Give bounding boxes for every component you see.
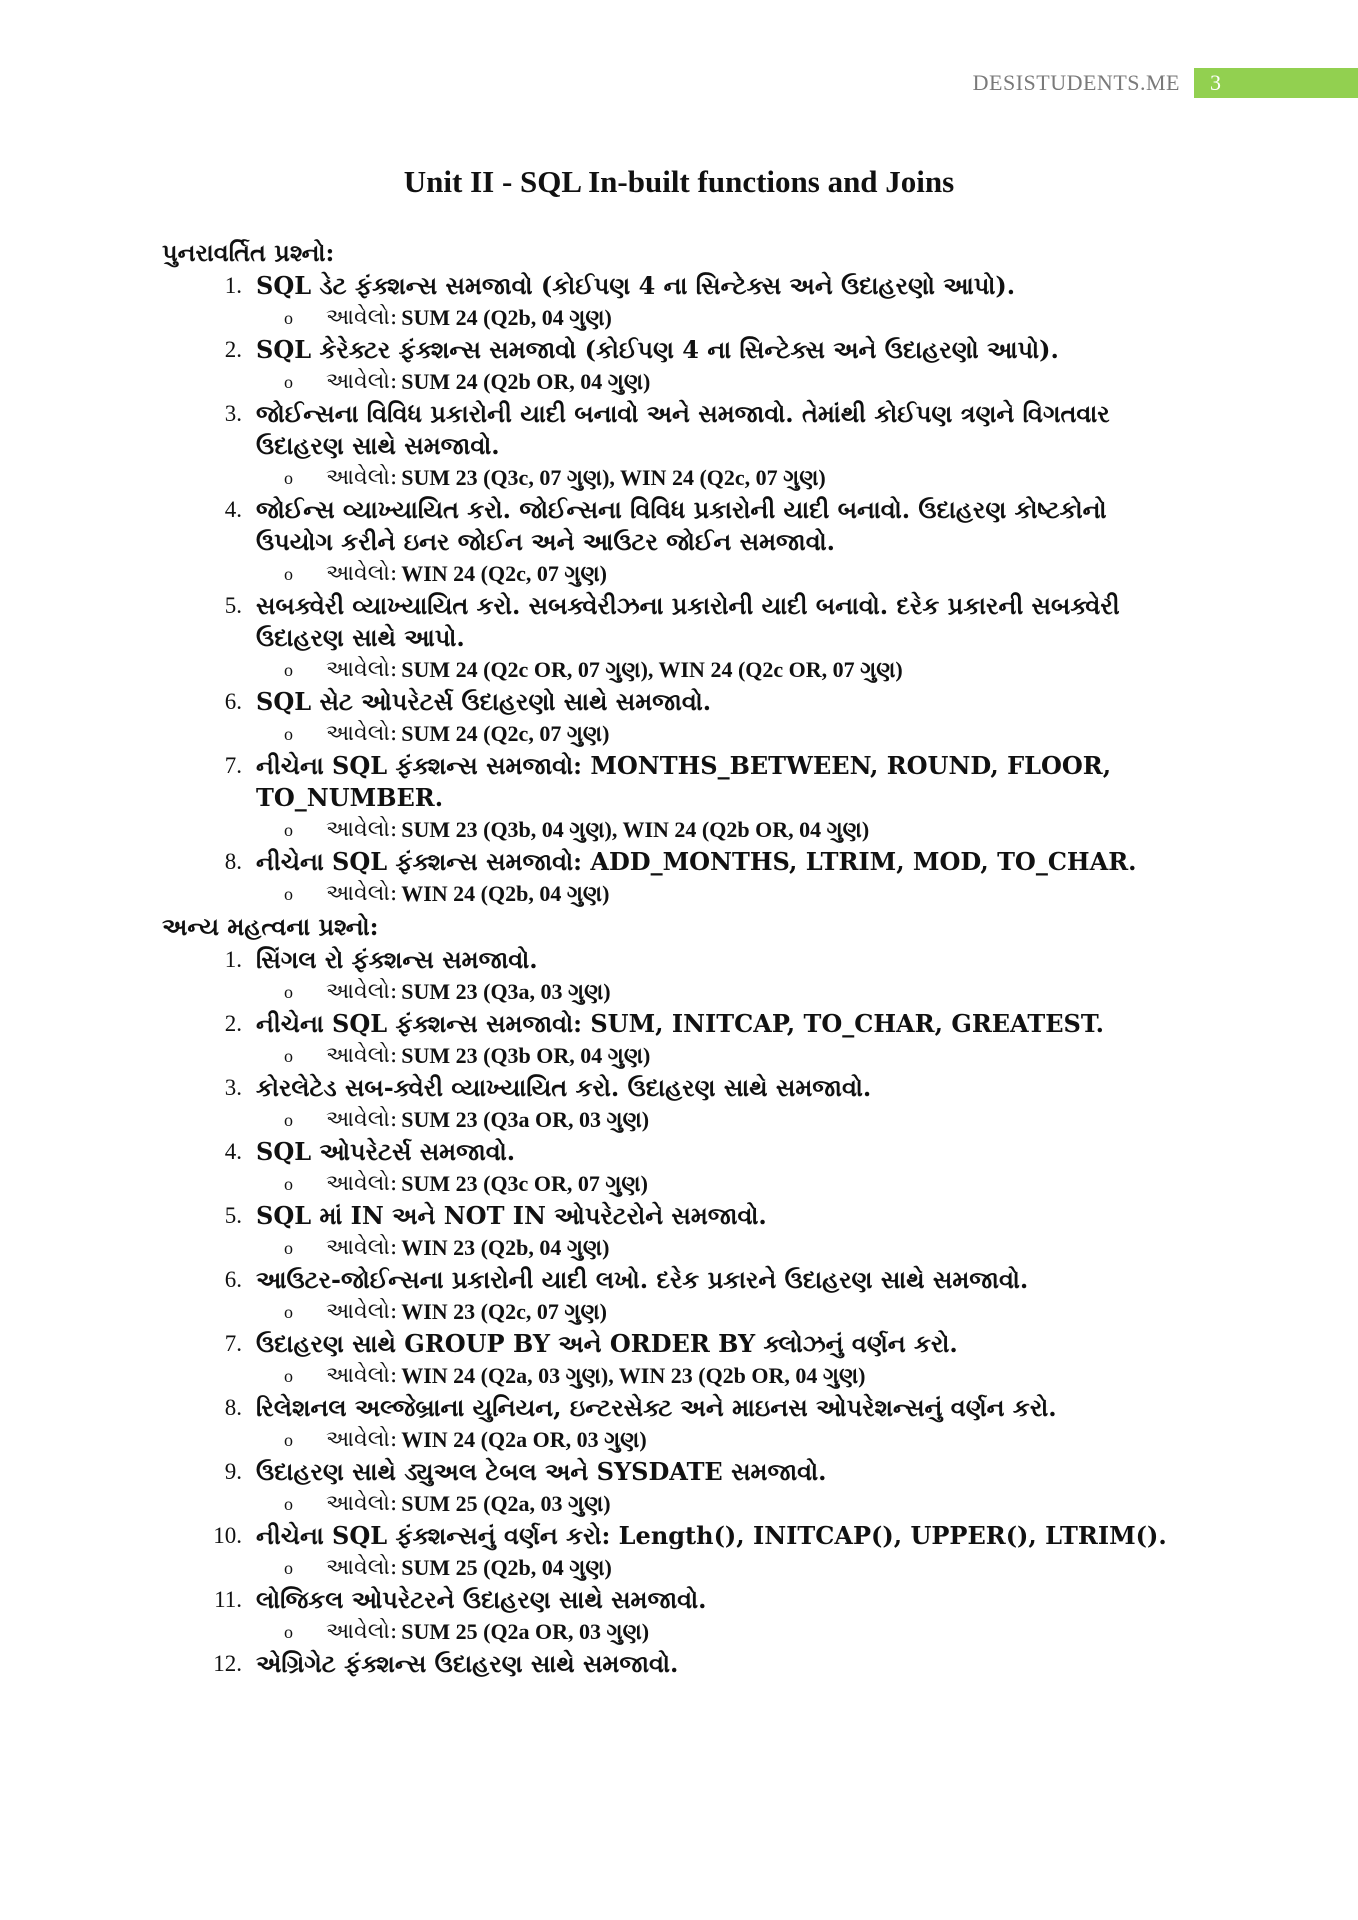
question-number: 8.: [224, 1395, 242, 1420]
question-item: [162, 1264, 1282, 1296]
question-item: [162, 1392, 1282, 1424]
question-number: 6.: [224, 689, 242, 714]
question-source: [284, 462, 1282, 494]
bullet-icon: o: [284, 724, 293, 744]
question-item: [162, 270, 1282, 302]
source-label: આવેલો:: [326, 465, 398, 490]
question-number: 3.: [224, 1075, 242, 1100]
source-label: આવેલો:: [326, 305, 398, 330]
question-number: 1.: [224, 947, 242, 972]
question-number: 6.: [224, 1267, 242, 1292]
source-label: આવેલો:: [326, 1363, 398, 1388]
question-number: 7.: [224, 753, 242, 778]
question-text: SQL ઓપરેટર્સ સમજાવો.: [256, 1137, 516, 1166]
bullet-icon: o: [284, 1494, 293, 1514]
question-text: ઉદાહરણ સાથે GROUP BY અને ORDER BY ક્લોઝનું વર્ણન કરો.: [256, 1329, 958, 1358]
source-label: આવેલો:: [326, 1235, 398, 1260]
source-value: SUM 24 (Q2b OR, 04 ગુણ): [401, 369, 651, 394]
question-source: [284, 718, 1282, 750]
question-source: [284, 302, 1282, 334]
question-item: [162, 686, 1282, 718]
question-source: [284, 1232, 1282, 1264]
bullet-icon: o: [284, 308, 293, 328]
bullet-icon: o: [284, 982, 293, 1002]
bullet-icon: o: [284, 1046, 293, 1066]
bullet-icon: o: [284, 1366, 293, 1386]
question-text: SQL કેરેક્ટર ફંક્શન્સ સમજાવો (કોઈપણ 4 ના સિન્ટેક્સ અને ઉદાહરણો આપો).: [256, 335, 1059, 364]
question-source: [284, 366, 1282, 398]
question-source: [284, 1616, 1282, 1648]
source-label: આવેલો:: [326, 657, 398, 682]
question-item: [162, 1328, 1282, 1360]
source-value: WIN 23 (Q2c, 07 ગુણ): [401, 1299, 607, 1324]
bullet-icon: o: [284, 884, 293, 904]
source-value: SUM 23 (Q3b, 04 ગુણ), WIN 24 (Q2b OR, 04 ગુણ): [401, 817, 870, 842]
question-item: [162, 1456, 1282, 1488]
bullet-icon: o: [284, 660, 293, 680]
question-number: 5.: [224, 593, 242, 618]
question-item: [162, 494, 1282, 558]
question-text: સિંગલ રો ફંક્શન્સ સમજાવો.: [256, 945, 538, 974]
source-label: આવેલો:: [326, 979, 398, 1004]
source-label: આવેલો:: [326, 1171, 398, 1196]
source-label: આવેલો:: [326, 1299, 398, 1324]
question-text: નીચેના SQL ફંક્શન્સ સમજાવો: SUM, INITCAP, TO_CHAR, GREATEST.: [256, 1009, 1104, 1038]
question-number: 2.: [224, 337, 242, 362]
source-value: WIN 24 (Q2a, 03 ગુણ), WIN 23 (Q2b OR, 04 ગુણ): [401, 1363, 866, 1388]
question-number: 4.: [224, 1139, 242, 1164]
page-title: Unit II - SQL In-built functions and Joins: [403, 164, 955, 199]
bullet-icon: o: [284, 468, 293, 488]
question-text: કોરલેટેડ સબ-ક્વેરી વ્યાખ્યાયિત કરો. ઉદાહરણ સાથે સમજાવો.: [256, 1073, 872, 1102]
source-value: SUM 25 (Q2a, 03 ગુણ): [401, 1491, 611, 1516]
question-number: 10.: [213, 1523, 242, 1548]
question-item: [162, 334, 1282, 366]
question-text: એગ્રિગેટ ફંક્શન્સ ઉદાહરણ સાથે સમજાવો.: [256, 1649, 679, 1678]
question-item: [162, 1584, 1282, 1616]
question-source: [284, 654, 1282, 686]
question-source: [284, 1168, 1282, 1200]
question-text: નીચેના SQL ફંક્શન્સ સમજાવો: ADD_MONTHS, LTRIM, MOD, TO_CHAR.: [256, 847, 1137, 876]
question-item: [162, 846, 1282, 878]
question-list: [162, 236, 1282, 1680]
question-text: જોઈન્સ વ્યાખ્યાયિત કરો. જોઈન્સના વિવિધ પ્રકારોની યાદી બનાવો. ઉદાહરણ કોષ્ટકોનો ઉપયોગ કરીને ઇનર જોઈન અને આઉટર જોઈન સમજાવો.: [256, 495, 1107, 556]
question-text: SQL સેટ ઓપરેટર્સ ઉદાહરણો સાથે સમજાવો.: [256, 687, 712, 716]
bullet-icon: o: [284, 1622, 293, 1642]
bullet-icon: o: [284, 1110, 293, 1130]
question-source: [284, 558, 1282, 590]
question-text: જોઈન્સના વિવિધ પ્રકારોની યાદી બનાવો અને સમજાવો. તેમાંથી કોઈપણ ત્રણને વિગતવાર ઉદાહરણ સાથે સમજાવો.: [256, 399, 1110, 460]
site-name: DESISTUDENTS.ME: [972, 70, 1180, 95]
source-label: આવેલો:: [326, 881, 398, 906]
source-label: આવેલો:: [326, 817, 398, 842]
source-label: આવેલો:: [326, 561, 398, 586]
question-item: [162, 1648, 1282, 1680]
question-source: [284, 1488, 1282, 1520]
source-value: WIN 24 (Q2b, 04 ગુણ): [401, 881, 610, 906]
question-number: 1.: [224, 273, 242, 298]
question-source: [284, 1104, 1282, 1136]
question-text: સબક્વેરી વ્યાખ્યાયિત કરો. સબક્વેરીઝના પ્રકારોની યાદી બનાવો. દરેક પ્રકારની સબક્વેરી ઉદાહરણ સાથે આપો.: [256, 591, 1120, 652]
source-label: આવેલો:: [326, 1555, 398, 1580]
question-text: ઉદાહરણ સાથે ડ્યુઅલ ટેબલ અને SYSDATE સમજાવો.: [256, 1457, 827, 1486]
bullet-icon: o: [284, 1558, 293, 1578]
source-label: આવેલો:: [326, 1427, 398, 1452]
bullet-icon: o: [284, 1430, 293, 1450]
question-source: [284, 1424, 1282, 1456]
source-value: SUM 23 (Q3c, 07 ગુણ), WIN 24 (Q2c, 07 ગુણ): [401, 465, 826, 490]
question-source: [284, 1552, 1282, 1584]
question-source: [284, 976, 1282, 1008]
question-text: લોજિકલ ઓપરેટરને ઉદાહરણ સાથે સમજાવો.: [256, 1585, 707, 1614]
page-number: 3: [1194, 68, 1358, 98]
question-number: 3.: [224, 401, 242, 426]
question-item: [162, 1008, 1282, 1040]
source-label: આવેલો:: [326, 1619, 398, 1644]
question-number: 12.: [213, 1651, 242, 1676]
question-number: 4.: [224, 497, 242, 522]
question-number: 9.: [224, 1459, 242, 1484]
source-value: SUM 24 (Q2b, 04 ગુણ): [401, 305, 612, 330]
question-text: રિલેશનલ અલ્જેબ્રાના યુનિયન, ઇન્ટરસેક્ટ અને માઇનસ ઓપરેશન્સનું વર્ણન કરો.: [256, 1393, 1057, 1422]
question-text: SQL માં IN અને NOT IN ઓપરેટરોને સમજાવો.: [256, 1201, 767, 1230]
question-text: નીચેના SQL ફંક્શન્સનું વર્ણન કરો: Length(), INITCAP(), UPPER(), LTRIM().: [256, 1521, 1167, 1550]
source-value: SUM 25 (Q2a OR, 03 ગુણ): [401, 1619, 650, 1644]
section-heading: અન્ય મહત્વના પ્રશ્નો:: [162, 912, 379, 941]
source-value: WIN 23 (Q2b, 04 ગુણ): [401, 1235, 610, 1260]
question-text: SQL ડેટ ફંક્શન્સ સમજાવો (કોઈપણ 4 ના સિન્ટેક્સ અને ઉદાહરણો આપો).: [256, 271, 1016, 300]
bullet-icon: o: [284, 820, 293, 840]
question-number: 5.: [224, 1203, 242, 1228]
question-item: [162, 1072, 1282, 1104]
question-source: [284, 878, 1282, 910]
source-value: SUM 23 (Q3b OR, 04 ગુણ): [401, 1043, 651, 1068]
question-item: [162, 1136, 1282, 1168]
question-text: આઉટર-જોઈન્સના પ્રકારોની યાદી લખો. દરેક પ્રકારને ઉદાહરણ સાથે સમજાવો.: [256, 1265, 1029, 1294]
source-value: SUM 23 (Q3a, 03 ગુણ): [401, 979, 611, 1004]
source-label: આવેલો:: [326, 1043, 398, 1068]
bullet-icon: o: [284, 372, 293, 392]
question-item: [162, 944, 1282, 976]
source-label: આવેલો:: [326, 1107, 398, 1132]
question-number: 8.: [224, 849, 242, 874]
source-value: SUM 24 (Q2c OR, 07 ગુણ), WIN 24 (Q2c OR, 07 ગુણ): [401, 657, 903, 682]
source-value: WIN 24 (Q2a OR, 03 ગુણ): [401, 1427, 647, 1452]
question-number: 7.: [224, 1331, 242, 1356]
source-value: SUM 25 (Q2b, 04 ગુણ): [401, 1555, 612, 1580]
question-source: [284, 1040, 1282, 1072]
question-text: નીચેના SQL ફંક્શન્સ સમજાવો: MONTHS_BETWEEN, ROUND, FLOOR, TO_NUMBER.: [256, 751, 1112, 812]
source-label: આવેલો:: [326, 1491, 398, 1516]
question-source: [284, 1296, 1282, 1328]
question-item: [162, 398, 1282, 462]
source-label: આવેલો:: [326, 721, 398, 746]
question-source: [284, 814, 1282, 846]
question-item: [162, 1200, 1282, 1232]
source-label: આવેલો:: [326, 369, 398, 394]
source-value: SUM 23 (Q3a OR, 03 ગુણ): [401, 1107, 650, 1132]
question-item: [162, 750, 1282, 814]
question-source: [284, 1360, 1282, 1392]
bullet-icon: o: [284, 1174, 293, 1194]
bullet-icon: o: [284, 564, 293, 584]
question-item: [162, 590, 1282, 654]
section-heading: પુનરાવર્તિત પ્રશ્નો:: [162, 238, 335, 267]
question-item: [162, 1520, 1282, 1552]
bullet-icon: o: [284, 1302, 293, 1322]
source-value: SUM 23 (Q3c OR, 07 ગુણ): [401, 1171, 648, 1196]
bullet-icon: o: [284, 1238, 293, 1258]
question-number: 2.: [224, 1011, 242, 1036]
question-number: 11.: [214, 1587, 242, 1612]
source-value: WIN 24 (Q2c, 07 ગુણ): [401, 561, 607, 586]
page-header: [973, 68, 1358, 98]
source-value: SUM 24 (Q2c, 07 ગુણ): [401, 721, 610, 746]
